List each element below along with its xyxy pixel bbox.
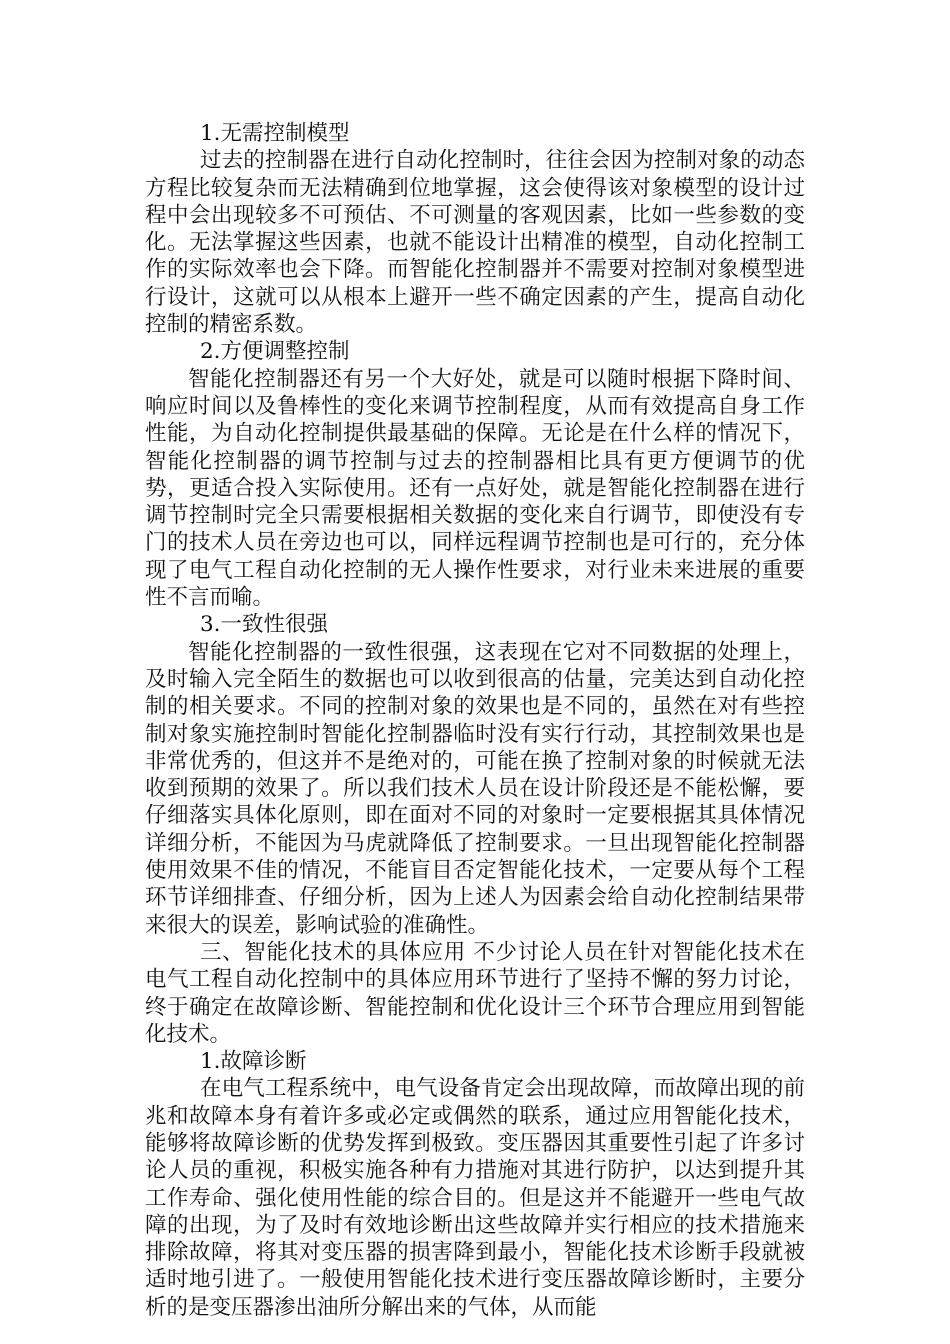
paragraph-fault-diagnosis: 在电气工程系统中，电气设备肯定会出现故障，而故障出现的前兆和故障本身有着许多或必定或偶然的联系，通过应用智能化技术，能够将故障诊断的优势发挥到极致。变压器因其重要性引起了许多讨论人员的重视，积极实施各种有力措施对其进行防护，以达到提升其工作寿命、强化使用性能的综合目的。但是这并不能避开一些电气故障的出现，为了及时有效地诊断出这些故障并实行相应的技术措施来排除故障，将其对变压器的损害降到最小，智能化技术诊断手段就被适时地引进了。一般使用智能化技术进行变压器故障诊断时，主要分析的是变压器渗出油所分解出来的气体，从而能 (145, 1076, 805, 1320)
section-heading-easy-adjustment: 2.方便调整控制 (200, 339, 350, 365)
paragraph-easy-adjustment: 智能化控制器还有另一个大好处，就是可以随时根据下降时间、响应时间以及鲁棒性的变化来调节控制程度，从而有效提高自身工作性能，为自动化控制提供最基础的保障。无论是在什么样的情况下，智能化控制器的调节控制与过去的控制器相比具有更方便调节的优势，更适合投入实际使用。还有一点好处，就是智能化控制器在进行调节控制时完全只需要根据相关数据的变化来自行调节，即使没有专门的技术人员在旁边也可以，同样远程调节控制也是可行的，充分体现了电气工程自动化控制的无人操作性要求，对行业未来进展的重要性不言而喻。 (145, 366, 805, 611)
paragraph-no-control-model: 过去的控制器在进行自动化控制时，往往会因为控制对象的动态方程比较复杂而无法精确到位地掌握，这会使得该对象模型的设计过程中会出现较多不可预估、不可测量的客观因素，比如一些参数的变化。无法掌握这些因素，也就不能设计出精准的模型，自动化控制工作的实际效率也会下降。而智能化控制器并不需要对控制对象模型进行设计，这就可以从根本上避开一些不确定因素的产生，提高自动化控制的精密系数。 (145, 148, 805, 338)
section-heading-no-control-model: 1.无需控制模型 (200, 121, 350, 146)
section-heading-fault-diagnosis: 1.故障诊断 (200, 1049, 307, 1075)
section-heading-consistency: 3.一致性很强 (200, 612, 329, 638)
document-page (145, 120, 805, 1321)
paragraph-specific-applications: 三、智能化技术的具体应用 不少讨论人员在针对智能化技术在电气工程自动化控制中的具体应用环节进行了坚持不懈的努力讨论，终于确定在故障诊断、智能控制和优化设计三个环节合理应用到智能化技术。 (145, 939, 805, 1047)
paragraph-consistency: 智能化控制器的一致性很强，这表现在它对不同数据的处理上，及时输入完全陌生的数据也可以收到很高的估量，完美达到自动化控制的相关要求。不同的控制对象的效果也是不同的，虽然在对有些控制对象实施控制时智能化控制器临时没有实行行动，其控制效果也是非常优秀的，但这并不是绝对的，可能在换了控制对象的时候就无法收到预期的效果了。所以我们技术人员在设计阶段还是不能松懈，要仔细落实具体化原则，即在面对不同的对象时一定要根据其具体情况详细分析，不能因为马虎就降低了控制要求。一旦出现智能化控制器使用效果不佳的情况，不能盲目否定智能化技术，一定要从每个工程环节详细排查、仔细分析，因为上述人为因素会给自动化控制结果带来很大的误差，影响试验的准确性。 (145, 639, 805, 938)
